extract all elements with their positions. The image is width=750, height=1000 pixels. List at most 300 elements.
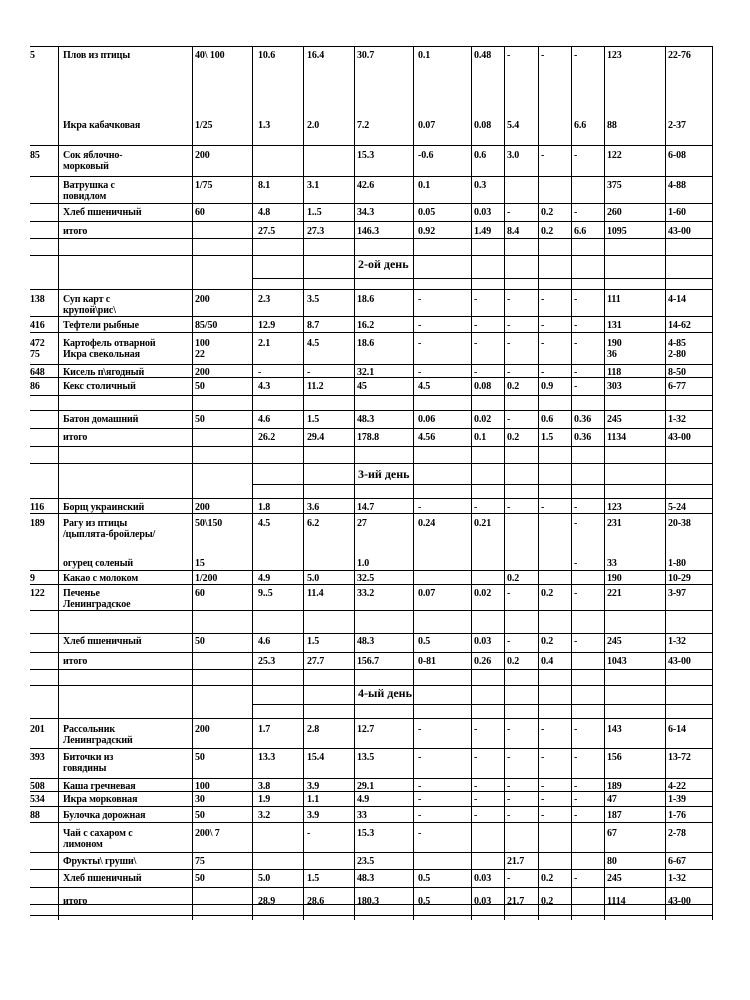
cell-vit-b1: 0.05 — [418, 207, 436, 218]
cell-vit-b1: - — [418, 294, 422, 305]
row-rule — [30, 584, 712, 585]
row-rule — [252, 704, 712, 705]
cell-dish: Кекс столичный — [63, 381, 136, 392]
row-rule — [30, 176, 712, 177]
cell-carbs: 15.3 — [357, 828, 375, 839]
cell-calories: 260 — [607, 207, 622, 218]
cell-vit-b1: - — [418, 320, 422, 331]
cell-portion: 60 — [195, 588, 205, 599]
cell-fat: 28.6 — [307, 896, 325, 907]
cell-calories: 47 — [607, 794, 617, 805]
cell-price: 1-32 — [668, 636, 686, 647]
column-rule — [712, 46, 713, 920]
cell-vit-c: - — [474, 752, 478, 763]
cell-price: 1-39 — [668, 794, 686, 805]
cell-carbs: 30.7 — [357, 50, 375, 61]
row-rule — [30, 145, 712, 146]
cell-dish: Фрукты\ груши\ — [63, 856, 137, 867]
cell-vit-b1: 0.5 — [418, 636, 431, 647]
cell-vit-c: 0.21 — [474, 518, 492, 529]
cell-fat: 3.9 — [307, 810, 320, 821]
cell-dish: Булочка дорожная — [63, 810, 146, 821]
cell-fat: 1..5 — [307, 207, 322, 218]
row-rule — [30, 428, 712, 429]
cell-minerals: - — [574, 810, 578, 821]
cell-fat: 11.4 — [307, 588, 324, 599]
cell-code: 138 — [30, 294, 45, 305]
cell-fat: 16.4 — [307, 50, 325, 61]
column-rule — [303, 46, 304, 920]
cell-price: 13-72 — [668, 752, 691, 763]
cell-carbs: 146.3 — [357, 226, 380, 237]
cell-vit-c: 0.03 — [474, 896, 492, 907]
cell-protein: 4.3 — [258, 381, 271, 392]
cell-minerals: 6.6 — [574, 226, 587, 237]
cell-dish: Икра кабачковая — [63, 120, 141, 131]
cell-vit-e: 0.2 — [541, 207, 554, 218]
cell-fat: 27.7 — [307, 656, 325, 667]
cell-code: 416 — [30, 320, 45, 331]
cell-price: 1-32 — [668, 414, 686, 425]
cell-dish: Борщ украинский — [63, 502, 145, 513]
cell-code: 648 — [30, 367, 45, 378]
cell-fat: 3.6 — [307, 502, 320, 513]
cell-fat: 1.5 — [307, 414, 320, 425]
cell-dish: Рагу из птицы /цыплята-бройлеры/ — [63, 518, 156, 540]
cell-vit-e: 0.6 — [541, 414, 554, 425]
cell-protein: 1.9 — [258, 794, 271, 805]
cell-protein: 13.3 — [258, 752, 276, 763]
cell-minerals: 6.6 — [574, 120, 587, 131]
cell-portion: 200 — [195, 502, 210, 513]
cell-fat: 11.2 — [307, 381, 324, 392]
cell-vit-a: 5.4 — [507, 120, 520, 131]
cell-dish: Печенье Ленинградское — [63, 588, 131, 610]
cell-code: 393 — [30, 752, 45, 763]
row-rule — [30, 255, 712, 256]
cell-carbs: 32.1 — [357, 367, 375, 378]
cell-protein: 1.7 — [258, 724, 271, 735]
column-rule — [252, 46, 253, 920]
cell-calories: 189 — [607, 781, 622, 792]
column-rule — [665, 46, 666, 920]
cell-calories: 131 — [607, 320, 622, 331]
cell-vit-c: 0.08 — [474, 120, 492, 131]
cell-vit-e: - — [541, 294, 545, 305]
cell-vit-a: - — [507, 367, 511, 378]
cell-vit-c: 0.08 — [474, 381, 492, 392]
cell-carbs: 7.2 — [357, 120, 370, 131]
row-rule — [30, 513, 712, 514]
cell-fat: 8.7 — [307, 320, 320, 331]
cell-vit-b1: 4.56 — [418, 432, 436, 443]
cell-fat: 27.3 — [307, 226, 325, 237]
row-rule — [30, 633, 712, 634]
cell-vit-e: 0.2 — [541, 873, 554, 884]
row-rule — [30, 778, 712, 779]
cell-fat: 3.9 — [307, 781, 320, 792]
cell-portion: 85/50 — [195, 320, 218, 331]
cell-carbs: 15.3 — [357, 150, 375, 161]
cell-vit-a: - — [507, 752, 511, 763]
cell-vit-b1: - — [418, 502, 422, 513]
column-rule — [192, 46, 193, 920]
cell-minerals: - — [574, 588, 578, 599]
cell-portion: 200 — [195, 367, 210, 378]
row-rule — [252, 278, 712, 279]
cell-vit-a: - — [507, 781, 511, 792]
cell-vit-b1: 0.06 — [418, 414, 436, 425]
cell-price: 10-29 — [668, 573, 691, 584]
cell-vit-e: - — [541, 150, 545, 161]
row-rule — [30, 570, 712, 571]
cell-vit-a: 0.2 — [507, 573, 520, 584]
cell-vit-a: - — [507, 414, 511, 425]
column-rule — [504, 46, 505, 920]
cell-carbs: 48.3 — [357, 873, 375, 884]
cell-calories: 156 — [607, 752, 622, 763]
cell-dish: Ватрушка с повидлом — [63, 180, 115, 202]
cell-dish: Тефтели рыбные — [63, 320, 139, 331]
cell-carbs: 27 — [357, 518, 367, 529]
row-rule — [30, 364, 712, 365]
cell-portion: 15 — [195, 558, 205, 569]
cell-portion: 200 — [195, 724, 210, 735]
cell-protein: 10.6 — [258, 50, 276, 61]
cell-fat: 2.8 — [307, 724, 320, 735]
cell-dish: итого — [63, 226, 88, 237]
cell-fat: 1.1 — [307, 794, 320, 805]
cell-portion: 50 — [195, 752, 205, 763]
cell-vit-c: 1.49 — [474, 226, 492, 237]
cell-price: 43-00 — [668, 226, 691, 237]
cell-calories: 375 — [607, 180, 622, 191]
row-rule — [252, 484, 712, 485]
row-rule — [30, 289, 712, 290]
cell-calories: 1095 — [607, 226, 627, 237]
cell-code: 88 — [30, 810, 40, 821]
cell-minerals: - — [574, 752, 578, 763]
cell-code: 85 — [30, 150, 40, 161]
cell-vit-c: - — [474, 781, 478, 792]
cell-price: 3-97 — [668, 588, 686, 599]
cell-carbs: 48.3 — [357, 636, 375, 647]
row-rule — [30, 498, 712, 499]
column-rule — [58, 46, 59, 920]
cell-vit-e: - — [541, 752, 545, 763]
row-rule — [30, 463, 712, 464]
cell-vit-b1: 0.92 — [418, 226, 436, 237]
cell-carbs: 4.9 — [357, 794, 370, 805]
cell-dish: Хлеб пшеничный — [63, 636, 142, 647]
cell-calories: 187 — [607, 810, 622, 821]
cell-protein: 9..5 — [258, 588, 273, 599]
cell-calories: 88 — [607, 120, 617, 131]
cell-carbs: 29.1 — [357, 781, 375, 792]
cell-carbs: 33 — [357, 810, 367, 821]
cell-vit-b1: 0.07 — [418, 588, 436, 599]
cell-vit-c: - — [474, 294, 478, 305]
row-rule — [30, 395, 712, 396]
cell-vit-a: 8.4 — [507, 226, 520, 237]
cell-vit-b1: 0.5 — [418, 873, 431, 884]
cell-vit-b1: - — [418, 367, 422, 378]
cell-minerals: - — [574, 558, 578, 569]
cell-protein: 1.8 — [258, 502, 271, 513]
cell-protein: 1.3 — [258, 120, 271, 131]
cell-vit-c: 0.6 — [474, 150, 487, 161]
row-rule — [30, 221, 712, 222]
cell-price: 4-88 — [668, 180, 686, 191]
column-rule — [413, 46, 414, 920]
row-rule — [30, 852, 712, 853]
row-rule — [30, 822, 712, 823]
cell-dish: Биточки из говядины — [63, 752, 114, 774]
row-rule — [30, 46, 712, 47]
cell-price: 43-00 — [668, 896, 691, 907]
cell-vit-b1: - — [418, 338, 422, 349]
cell-code: 86 — [30, 381, 40, 392]
cell-calories: 67 — [607, 828, 617, 839]
cell-portion: 200\ 7 — [195, 828, 220, 839]
cell-carbs: 23.5 — [357, 856, 375, 867]
cell-vit-b1: 0.5 — [418, 896, 431, 907]
cell-vit-a: 21.7 — [507, 856, 525, 867]
column-rule — [354, 46, 355, 920]
cell-price: 6-08 — [668, 150, 686, 161]
cell-vit-a: - — [507, 320, 511, 331]
row-rule — [30, 652, 712, 653]
row-rule — [30, 915, 712, 916]
cell-minerals: - — [574, 320, 578, 331]
cell-vit-a: 21.7 — [507, 896, 525, 907]
cell-portion: 50 — [195, 381, 205, 392]
cell-protein: 27.5 — [258, 226, 276, 237]
cell-price: 1-32 — [668, 873, 686, 884]
cell-vit-a: 0.2 — [507, 381, 520, 392]
cell-vit-a: 0.2 — [507, 432, 520, 443]
cell-vit-e: - — [541, 502, 545, 513]
cell-price: 4-14 — [668, 294, 686, 305]
cell-protein: 5.0 — [258, 873, 271, 884]
cell-carbs: 33.2 — [357, 588, 375, 599]
cell-vit-a: - — [507, 50, 511, 61]
cell-calories: 1134 — [607, 432, 627, 443]
cell-vit-b1: - — [418, 828, 422, 839]
cell-protein: 28.9 — [258, 896, 276, 907]
cell-vit-e: - — [541, 338, 545, 349]
cell-portion: 40\ 100 — [195, 50, 225, 61]
cell-calories: 190 36 — [607, 338, 622, 360]
cell-portion: 75 — [195, 856, 205, 867]
cell-portion: 100 22 — [195, 338, 210, 360]
cell-code: 201 — [30, 724, 45, 735]
cell-vit-c: 0.02 — [474, 588, 492, 599]
cell-vit-c: 0.48 — [474, 50, 492, 61]
cell-protein: 4.5 — [258, 518, 271, 529]
cell-dish: Икра морковная — [63, 794, 138, 805]
cell-calories: 245 — [607, 636, 622, 647]
cell-vit-c: 0.03 — [474, 636, 492, 647]
cell-protein: 4.8 — [258, 207, 271, 218]
cell-vit-c: 0.02 — [474, 414, 492, 425]
cell-portion: 50 — [195, 810, 205, 821]
cell-vit-b1: - — [418, 810, 422, 821]
cell-vit-c: - — [474, 794, 478, 805]
cell-vit-b1: 0.1 — [418, 50, 431, 61]
cell-price: 6-67 — [668, 856, 686, 867]
cell-price: 6-14 — [668, 724, 686, 735]
cell-carbs: 13.5 — [357, 752, 375, 763]
cell-code: 9 — [30, 573, 35, 584]
cell-calories: 1043 — [607, 656, 627, 667]
cell-portion: 200 — [195, 294, 210, 305]
cell-vit-e: 0.2 — [541, 588, 554, 599]
cell-dish: Чай с сахаром с лимоном — [63, 828, 133, 850]
cell-minerals: - — [574, 150, 578, 161]
cell-portion: 1/25 — [195, 120, 213, 131]
cell-code: 508 — [30, 781, 45, 792]
cell-calories: 33 — [607, 558, 617, 569]
day-heading: 3-ий день — [358, 467, 410, 481]
cell-vit-c: 0.1 — [474, 432, 487, 443]
row-rule — [30, 669, 712, 670]
cell-protein: 2.3 — [258, 294, 271, 305]
cell-portion: 100 — [195, 781, 210, 792]
cell-price: 6-77 — [668, 381, 686, 392]
cell-vit-c: 0.26 — [474, 656, 492, 667]
row-rule — [30, 203, 712, 204]
cell-dish: Картофель отварной Икра свекольная — [63, 338, 156, 360]
cell-minerals: - — [574, 873, 578, 884]
row-rule — [30, 332, 712, 333]
cell-dish: Кисель п\ягодный — [63, 367, 145, 378]
row-rule — [30, 316, 712, 317]
cell-vit-a: - — [507, 502, 511, 513]
cell-dish: итого — [63, 656, 88, 667]
cell-price: 1-80 — [668, 558, 686, 569]
cell-vit-e: 1.5 — [541, 432, 554, 443]
cell-vit-e: - — [541, 50, 545, 61]
cell-fat: 4.5 — [307, 338, 320, 349]
cell-price: 22-76 — [668, 50, 691, 61]
cell-fat: 15.4 — [307, 752, 325, 763]
cell-calories: 80 — [607, 856, 617, 867]
cell-dish: Рассольник Ленинградский — [63, 724, 133, 746]
cell-protein: 4.6 — [258, 414, 271, 425]
cell-vit-e: - — [541, 794, 545, 805]
cell-minerals: - — [574, 724, 578, 735]
cell-dish: Хлеб пшеничный — [63, 873, 142, 884]
cell-vit-e: 0.9 — [541, 381, 554, 392]
cell-price: 43-00 — [668, 656, 691, 667]
cell-calories: 1114 — [607, 896, 626, 907]
cell-portion: 30 — [195, 794, 205, 805]
cell-fat: 5.0 — [307, 573, 320, 584]
cell-portion: 50 — [195, 414, 205, 425]
cell-price: 1-76 — [668, 810, 686, 821]
cell-vit-b1: - — [418, 724, 422, 735]
cell-carbs: 18.6 — [357, 338, 375, 349]
cell-carbs: 16.2 — [357, 320, 375, 331]
cell-carbs: 1.0 — [357, 558, 370, 569]
cell-portion: 50 — [195, 636, 205, 647]
cell-price: 20-38 — [668, 518, 691, 529]
cell-portion: 50 — [195, 873, 205, 884]
cell-price: 4-85 2-80 — [668, 338, 686, 360]
cell-minerals: 0.36 — [574, 414, 592, 425]
cell-minerals: - — [574, 794, 578, 805]
cell-vit-a: - — [507, 794, 511, 805]
cell-vit-b1: - — [418, 781, 422, 792]
cell-code: 122 — [30, 588, 45, 599]
cell-fat: 1.5 — [307, 636, 320, 647]
cell-calories: 245 — [607, 414, 622, 425]
cell-vit-a: - — [507, 294, 511, 305]
cell-minerals: - — [574, 636, 578, 647]
cell-protein: 4.9 — [258, 573, 271, 584]
cell-vit-c: - — [474, 810, 478, 821]
cell-price: 2-37 — [668, 120, 686, 131]
day-heading: 4-ый день — [358, 686, 412, 700]
column-rule — [538, 46, 539, 920]
cell-dish: Какао с молоком — [63, 573, 139, 584]
cell-protein: 26.2 — [258, 432, 276, 443]
cell-carbs: 180.3 — [357, 896, 380, 907]
cell-vit-c: - — [474, 502, 478, 513]
cell-code: 534 — [30, 794, 45, 805]
cell-vit-e: 0.2 — [541, 636, 554, 647]
cell-vit-a: - — [507, 338, 511, 349]
row-rule — [30, 446, 712, 447]
cell-portion: 200 — [195, 150, 210, 161]
cell-price: 5-24 — [668, 502, 686, 513]
cell-dish: итого — [63, 896, 88, 907]
cell-vit-b1: -0.6 — [418, 150, 434, 161]
cell-vit-b1: - — [418, 794, 422, 805]
cell-minerals: - — [574, 381, 578, 392]
cell-dish: Батон домашний — [63, 414, 139, 425]
cell-calories: 190 — [607, 573, 622, 584]
cell-vit-e: 0.2 — [541, 896, 554, 907]
cell-calories: 231 — [607, 518, 622, 529]
cell-vit-b1: 4.5 — [418, 381, 431, 392]
cell-calories: 143 — [607, 724, 622, 735]
cell-vit-e: - — [541, 724, 545, 735]
cell-carbs: 14.7 — [357, 502, 375, 513]
cell-vit-c: 0.03 — [474, 207, 492, 218]
column-rule — [571, 46, 572, 920]
cell-minerals: - — [574, 338, 578, 349]
cell-vit-a: 3.0 — [507, 150, 520, 161]
day-heading: 2-ой день — [358, 257, 409, 271]
cell-calories: 303 — [607, 381, 622, 392]
cell-protein: 3.2 — [258, 810, 271, 821]
cell-vit-e: 0.2 — [541, 226, 554, 237]
cell-price: 43-00 — [668, 432, 691, 443]
row-rule — [30, 718, 712, 719]
cell-calories: 123 — [607, 502, 622, 513]
cell-protein: 4.6 — [258, 636, 271, 647]
cell-portion: 50\150 — [195, 518, 223, 529]
cell-code: 472 75 — [30, 338, 45, 360]
cell-vit-b1: 0.07 — [418, 120, 436, 131]
cell-vit-a: - — [507, 588, 511, 599]
cell-vit-b1: 0.1 — [418, 180, 431, 191]
cell-dish: Хлеб пшеничный — [63, 207, 142, 218]
cell-vit-a: - — [507, 873, 511, 884]
cell-carbs: 178.8 — [357, 432, 380, 443]
